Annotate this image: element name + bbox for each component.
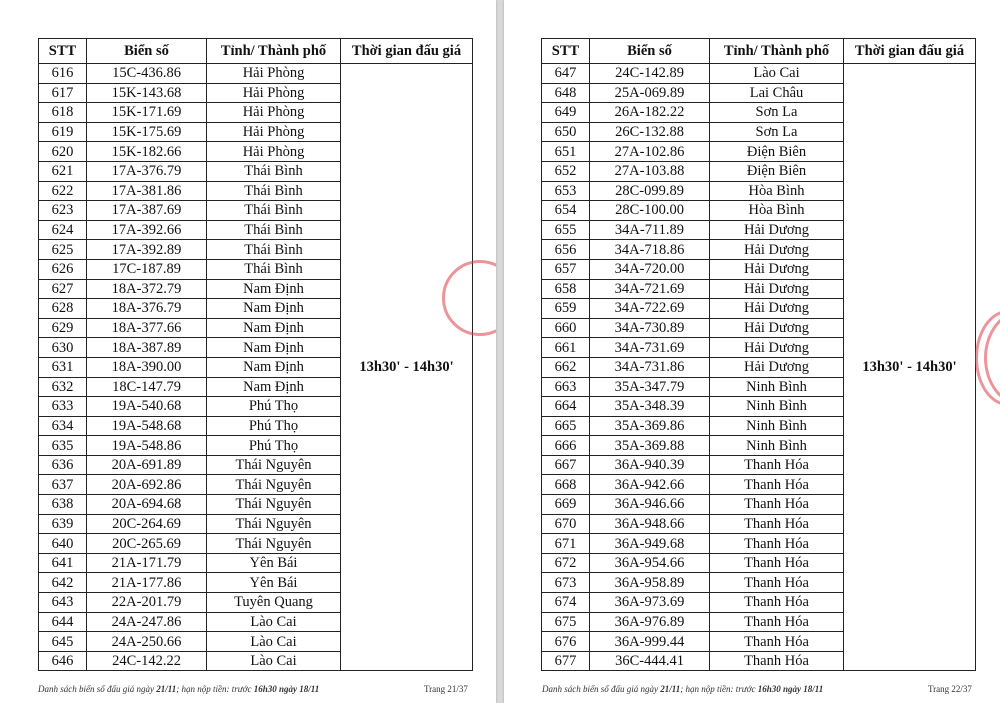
row-province: Thanh Hóa [710,475,844,495]
row-stt: 673 [542,573,590,593]
row-stt: 628 [39,299,87,319]
document-page-left [0,0,496,703]
row-stt: 668 [542,475,590,495]
row-province: Thanh Hóa [710,514,844,534]
row-province: Sơn La [710,122,844,142]
row-plate: 27A-103.88 [590,161,710,181]
row-province: Hải Phòng [207,122,341,142]
row-province: Thanh Hóa [710,553,844,573]
row-plate: 36A-948.66 [590,514,710,534]
row-province: Hải Dương [710,220,844,240]
row-province: Hải Dương [710,259,844,279]
table-row [542,64,976,84]
row-province: Hải Dương [710,240,844,260]
row-stt: 663 [542,377,590,397]
row-plate: 36A-940.39 [590,455,710,475]
header-province: Tỉnh/ Thành phố [710,39,844,64]
row-province: Yên Bái [207,573,341,593]
header-province: Tỉnh/ Thành phố [207,39,341,64]
row-plate: 24C-142.22 [87,651,207,671]
row-plate: 20A-692.86 [87,475,207,495]
row-stt: 660 [542,318,590,338]
plate-table-right [541,38,976,671]
row-plate: 35A-347.79 [590,377,710,397]
row-stt: 623 [39,201,87,221]
row-province: Lào Cai [207,632,341,652]
row-province: Ninh Bình [710,416,844,436]
row-stt: 657 [542,259,590,279]
row-stt: 630 [39,338,87,358]
row-plate: 27A-102.86 [590,142,710,162]
row-province: Phú Thọ [207,436,341,456]
row-province: Thanh Hóa [710,632,844,652]
row-stt: 648 [542,83,590,103]
row-plate: 36A-946.66 [590,495,710,515]
page-footer: Danh sách biển số đấu giá ngày 21/11; hạn nộp tiền: trước 16h30 ngày 18/11 [38,684,320,694]
row-stt: 639 [39,514,87,534]
row-plate: 17A-387.69 [87,201,207,221]
row-plate: 15K-143.68 [87,83,207,103]
row-plate: 36A-949.68 [590,534,710,554]
row-province: Thái Nguyên [207,495,341,515]
plate-table-left [38,38,473,671]
row-province: Thái Bình [207,240,341,260]
row-province: Lào Cai [710,64,844,84]
row-plate: 15C-436.86 [87,64,207,84]
row-plate: 36A-958.89 [590,573,710,593]
row-plate: 36C-444.41 [590,651,710,671]
row-province: Thái Nguyên [207,455,341,475]
row-stt: 624 [39,220,87,240]
row-stt: 643 [39,593,87,613]
row-province: Thanh Hóa [710,612,844,632]
row-stt: 651 [542,142,590,162]
row-stt: 669 [542,495,590,515]
row-stt: 662 [542,357,590,377]
row-stt: 675 [542,612,590,632]
row-province: Thanh Hóa [710,593,844,613]
row-province: Hải Dương [710,318,844,338]
row-plate: 26C-132.88 [590,122,710,142]
row-province: Thái Nguyên [207,475,341,495]
row-stt: 620 [39,142,87,162]
row-plate: 17C-187.89 [87,259,207,279]
row-province: Hải Dương [710,357,844,377]
row-plate: 15K-175.69 [87,122,207,142]
row-plate: 20C-265.69 [87,534,207,554]
row-plate: 18A-377.66 [87,318,207,338]
row-plate: 28C-099.89 [590,181,710,201]
row-stt: 636 [39,455,87,475]
row-province: Nam Định [207,357,341,377]
row-plate: 19A-540.68 [87,397,207,417]
row-province: Điện Biên [710,161,844,181]
row-stt: 666 [542,436,590,456]
row-stt: 658 [542,279,590,299]
row-plate: 28C-100.00 [590,201,710,221]
row-plate: 34A-720.00 [590,259,710,279]
row-province: Thái Nguyên [207,534,341,554]
row-stt: 616 [39,64,87,84]
row-plate: 34A-730.89 [590,318,710,338]
row-province: Nam Định [207,279,341,299]
row-stt: 627 [39,279,87,299]
row-plate: 21A-177.86 [87,573,207,593]
row-stt: 629 [39,318,87,338]
row-plate: 34A-731.69 [590,338,710,358]
row-province: Thanh Hóa [710,573,844,593]
row-plate: 24A-247.86 [87,612,207,632]
row-stt: 674 [542,593,590,613]
row-stt: 617 [39,83,87,103]
row-stt: 656 [542,240,590,260]
row-stt: 625 [39,240,87,260]
row-province: Thanh Hóa [710,651,844,671]
row-province: Hải Phòng [207,83,341,103]
row-province: Sơn La [710,103,844,123]
row-stt: 676 [542,632,590,652]
row-stt: 622 [39,181,87,201]
row-plate: 20C-264.69 [87,514,207,534]
row-plate: 34A-731.86 [590,357,710,377]
row-stt: 677 [542,651,590,671]
row-province: Điện Biên [710,142,844,162]
row-province: Thanh Hóa [710,495,844,515]
row-province: Lào Cai [207,651,341,671]
row-province: Hòa Bình [710,201,844,221]
row-province: Ninh Bình [710,397,844,417]
row-province: Nam Định [207,318,341,338]
row-stt: 626 [39,259,87,279]
row-stt: 664 [542,397,590,417]
row-plate: 20A-694.68 [87,495,207,515]
header-plate: Biển số [590,39,710,64]
row-stt: 631 [39,357,87,377]
row-stt: 650 [542,122,590,142]
row-province: Lào Cai [207,612,341,632]
header-auction-time: Thời gian đấu giá [844,39,976,64]
row-stt: 665 [542,416,590,436]
row-province: Hòa Bình [710,181,844,201]
row-plate: 36A-942.66 [590,475,710,495]
row-plate: 15K-171.69 [87,103,207,123]
row-stt: 670 [542,514,590,534]
row-plate: 19A-548.68 [87,416,207,436]
row-province: Tuyên Quang [207,593,341,613]
row-stt: 642 [39,573,87,593]
row-plate: 35A-369.88 [590,436,710,456]
row-plate: 34A-721.69 [590,279,710,299]
row-province: Nam Định [207,299,341,319]
row-plate: 24A-250.66 [87,632,207,652]
row-stt: 649 [542,103,590,123]
row-province: Hải Dương [710,299,844,319]
row-stt: 619 [39,122,87,142]
header-plate: Biển số [87,39,207,64]
row-stt: 635 [39,436,87,456]
page-footer: Danh sách biển số đấu giá ngày 21/11; hạn nộp tiền: trước 16h30 ngày 18/11 [542,684,824,694]
row-plate: 18A-372.79 [87,279,207,299]
row-plate: 17A-376.79 [87,161,207,181]
row-stt: 618 [39,103,87,123]
row-province: Thái Bình [207,181,341,201]
row-plate: 17A-392.66 [87,220,207,240]
row-plate: 26A-182.22 [590,103,710,123]
row-plate: 34A-718.86 [590,240,710,260]
row-stt: 633 [39,397,87,417]
table-header-row [542,39,976,64]
row-stt: 652 [542,161,590,181]
row-plate: 35A-369.86 [590,416,710,436]
row-plate: 18C-147.79 [87,377,207,397]
row-province: Hải Phòng [207,103,341,123]
row-stt: 667 [542,455,590,475]
row-stt: 646 [39,651,87,671]
row-plate: 24C-142.89 [590,64,710,84]
auction-time-slot: 13h30' - 14h30' [844,64,976,671]
row-stt: 653 [542,181,590,201]
row-province: Yên Bái [207,553,341,573]
row-plate: 18A-390.00 [87,357,207,377]
row-province: Hải Phòng [207,142,341,162]
row-stt: 647 [542,64,590,84]
row-plate: 18A-376.79 [87,299,207,319]
row-stt: 645 [39,632,87,652]
row-province: Phú Thọ [207,397,341,417]
row-province: Ninh Bình [710,436,844,456]
row-province: Lai Châu [710,83,844,103]
row-stt: 638 [39,495,87,515]
row-province: Hải Phòng [207,64,341,84]
row-province: Thái Bình [207,259,341,279]
row-province: Thái Bình [207,201,341,221]
row-stt: 655 [542,220,590,240]
row-stt: 671 [542,534,590,554]
row-plate: 15K-182.66 [87,142,207,162]
row-province: Thái Nguyên [207,514,341,534]
row-province: Thái Bình [207,220,341,240]
row-plate: 36A-954.66 [590,553,710,573]
row-province: Nam Định [207,377,341,397]
row-plate: 20A-691.89 [87,455,207,475]
row-province: Hải Dương [710,338,844,358]
row-stt: 641 [39,553,87,573]
page-number: Trang 22/37 [928,684,972,694]
row-stt: 672 [542,553,590,573]
row-province: Hải Dương [710,279,844,299]
row-plate: 19A-548.86 [87,436,207,456]
table-header-row [39,39,473,64]
row-stt: 661 [542,338,590,358]
row-plate: 22A-201.79 [87,593,207,613]
row-plate: 21A-171.79 [87,553,207,573]
row-plate: 35A-348.39 [590,397,710,417]
row-province: Nam Định [207,338,341,358]
row-stt: 659 [542,299,590,319]
row-plate: 36A-999.44 [590,632,710,652]
page-number: Trang 21/37 [424,684,468,694]
row-plate: 17A-392.89 [87,240,207,260]
row-plate: 36A-976.89 [590,612,710,632]
row-plate: 36A-973.69 [590,593,710,613]
table-row [39,64,473,84]
header-stt: STT [39,39,87,64]
row-plate: 34A-711.89 [590,220,710,240]
row-province: Ninh Bình [710,377,844,397]
row-province: Thanh Hóa [710,534,844,554]
row-stt: 640 [39,534,87,554]
row-plate: 18A-387.89 [87,338,207,358]
row-province: Thanh Hóa [710,455,844,475]
row-plate: 34A-722.69 [590,299,710,319]
row-plate: 25A-069.89 [590,83,710,103]
auction-time-slot: 13h30' - 14h30' [341,64,473,671]
row-stt: 654 [542,201,590,221]
row-plate: 17A-381.86 [87,181,207,201]
header-stt: STT [542,39,590,64]
row-stt: 644 [39,612,87,632]
row-stt: 637 [39,475,87,495]
row-province: Thái Bình [207,161,341,181]
header-auction-time: Thời gian đấu giá [341,39,473,64]
row-stt: 621 [39,161,87,181]
row-province: Phú Thọ [207,416,341,436]
row-stt: 634 [39,416,87,436]
document-page-right [504,0,1000,703]
row-stt: 632 [39,377,87,397]
